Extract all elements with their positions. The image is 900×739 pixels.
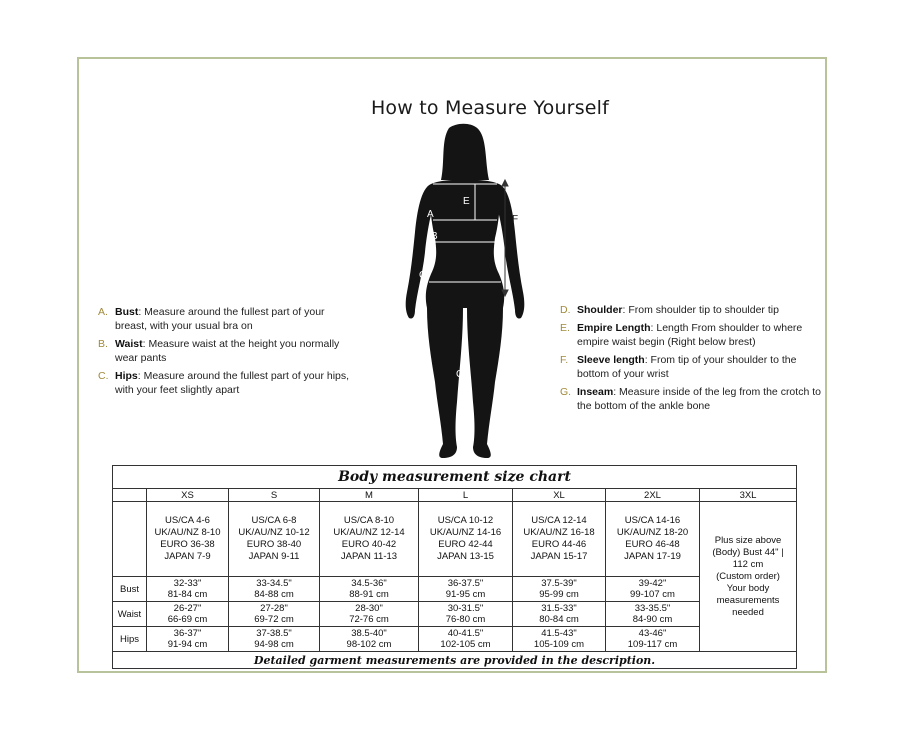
desc-waist: B. Waist: Measure waist at the height you normally wear pants bbox=[98, 338, 340, 364]
conversion-row bbox=[113, 502, 797, 577]
measurement-cell: 30-31.5" 76-80 cm bbox=[419, 602, 513, 627]
conversion-cell: US/CA 6-8 UK/AU/NZ 10-12 EURO 38-40 JAPAN 9-11 bbox=[229, 502, 320, 577]
size-header: L bbox=[419, 489, 513, 502]
figure-label-f: F bbox=[512, 214, 519, 225]
hips-row bbox=[113, 627, 797, 652]
size-header: XL bbox=[513, 489, 606, 502]
page-title: How to Measure Yourself bbox=[370, 97, 610, 119]
size-header: 2XL bbox=[606, 489, 700, 502]
measurement-cell: 38.5-40" 98-102 cm bbox=[320, 627, 419, 652]
waist-row bbox=[113, 602, 797, 627]
figure-label-a: A bbox=[427, 209, 434, 220]
table-footer: Detailed garment measurements are provided in the description. bbox=[113, 652, 797, 669]
measurement-cell: 43-46" 109-117 cm bbox=[606, 627, 700, 652]
figure-label-e: E bbox=[463, 196, 470, 207]
measurement-cell: 31.5-33" 80-84 cm bbox=[513, 602, 606, 627]
bust-row bbox=[113, 577, 797, 602]
measurement-cell: 37-38.5" 94-98 cm bbox=[229, 627, 320, 652]
conversion-cell: US/CA 10-12 UK/AU/NZ 14-16 EURO 42-44 JAPAN 13-15 bbox=[419, 502, 513, 577]
desc-sleeve-length: F. Sleeve length: From tip of your shoulder to the bottom of your wrist bbox=[560, 354, 797, 380]
desc-shoulder: D. Shoulder: From shoulder tip to shoulder tip bbox=[560, 304, 779, 316]
measurement-cell: 41.5-43" 105-109 cm bbox=[513, 627, 606, 652]
size-header: XS bbox=[147, 489, 229, 502]
desc-empire-length: E. Empire Length: Length From shoulder to where empire waist begin (Right below brest) bbox=[560, 322, 803, 348]
conversion-cell: US/CA 4-6 UK/AU/NZ 8-10 EURO 36-38 JAPAN 7-9 bbox=[147, 502, 229, 577]
measurement-cell: 27-28" 69-72 cm bbox=[229, 602, 320, 627]
row-label: Waist bbox=[113, 602, 147, 627]
desc-hips: C. Hips: Measure around the fullest part of your hips, with your feet slightly apart bbox=[98, 370, 350, 396]
measurement-cell: 36-37" 91-94 cm bbox=[147, 627, 229, 652]
measurement-cell: 34.5-36" 88-91 cm bbox=[320, 577, 419, 602]
row-label: Bust bbox=[113, 577, 147, 602]
measurement-cell: 28-30" 72-76 cm bbox=[320, 602, 419, 627]
measurement-cell: 32-33" 81-84 cm bbox=[147, 577, 229, 602]
measurement-cell: 33-35.5" 84-90 cm bbox=[606, 602, 700, 627]
measurement-cell: 26-27" 66-69 cm bbox=[147, 602, 229, 627]
size-header: 3XL bbox=[700, 489, 797, 502]
measurement-cell: 37.5-39" 95-99 cm bbox=[513, 577, 606, 602]
figure-label-g: G bbox=[456, 369, 464, 380]
row-label: Hips bbox=[113, 627, 147, 652]
figure-label-d: D bbox=[433, 172, 441, 183]
figure-label-c: C bbox=[419, 270, 427, 281]
desc-inseam: G. Inseam: Measure inside of the leg from the crotch to the bottom of the ankle bone bbox=[560, 386, 821, 412]
corner-cell bbox=[113, 489, 147, 502]
conversion-cell: US/CA 14-16 UK/AU/NZ 18-20 EURO 46-48 JAPAN 17-19 bbox=[606, 502, 700, 577]
measurement-cell: 33-34.5" 84-88 cm bbox=[229, 577, 320, 602]
measurement-descriptions-right bbox=[560, 303, 830, 417]
size-header: M bbox=[320, 489, 419, 502]
figure-label-b: B bbox=[431, 231, 438, 242]
desc-bust: A. Bust: Measure around the fullest part of your breast, with your usual bra on bbox=[98, 306, 325, 332]
measurement-cell: 36-37.5" 91-95 cm bbox=[419, 577, 513, 602]
measurement-cell: 39-42" 99-107 cm bbox=[606, 577, 700, 602]
conversion-cell: US/CA 12-14 UK/AU/NZ 16-18 EURO 44-46 JAPAN 15-17 bbox=[513, 502, 606, 577]
conversion-cell: US/CA 8-10 UK/AU/NZ 12-14 EURO 40-42 JAPAN 11-13 bbox=[320, 502, 419, 577]
table-caption: Body measurement size chart bbox=[113, 466, 797, 489]
plus-size-note: Plus size above (Body) Bust 44" | 112 cm (Custom order) Your body measurements needed bbox=[700, 502, 797, 652]
size-header-row bbox=[113, 489, 797, 502]
measurement-descriptions-left bbox=[98, 305, 358, 401]
measurement-cell: 40-41.5" 102-105 cm bbox=[419, 627, 513, 652]
body-silhouette bbox=[395, 122, 535, 464]
size-chart-table bbox=[112, 465, 797, 669]
size-header: S bbox=[229, 489, 320, 502]
